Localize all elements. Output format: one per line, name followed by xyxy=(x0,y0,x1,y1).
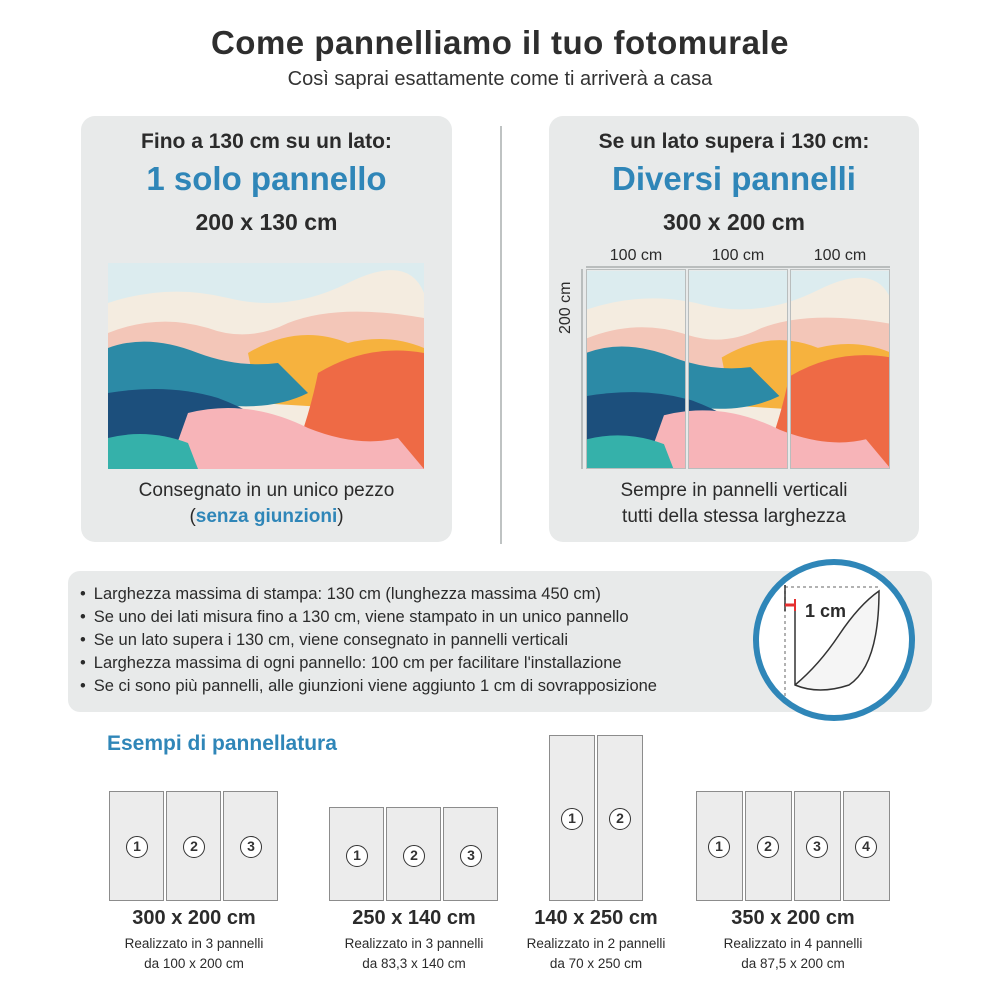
info-bullet: • Larghezza massima di ogni pannello: 100 cm per facilitare l'installazione xyxy=(80,652,657,675)
panel-number: 1 xyxy=(708,836,730,858)
cards-divider xyxy=(500,126,502,544)
example-panel xyxy=(386,807,441,901)
example-panel xyxy=(109,791,164,901)
example-panel xyxy=(166,791,221,901)
example-panel xyxy=(329,807,384,901)
single-panel-condition: Fino a 130 cm su un lato: xyxy=(141,130,392,153)
example-panel xyxy=(696,791,743,901)
example-panel xyxy=(597,735,643,901)
info-bullet: • Se un lato supera i 130 cm, viene consegnato in pannelli verticali xyxy=(80,629,657,652)
panel-number: 1 xyxy=(126,836,148,858)
info-bullet: • Se ci sono più pannelli, alle giunzioni viene aggiunto 1 cm di sovrapposizione xyxy=(80,675,657,698)
multi-panel-delivery: Sempre in pannelli verticali xyxy=(620,480,848,501)
panel-number: 3 xyxy=(240,836,262,858)
example-size: 250 x 140 cm xyxy=(352,907,476,929)
height-dimension-line xyxy=(581,269,583,469)
example-panel xyxy=(794,791,841,901)
page-subtitle: Così saprai esattamente come ti arriverà a casa xyxy=(287,68,713,90)
panel-split-preview xyxy=(586,269,890,469)
panel-number: 2 xyxy=(757,836,779,858)
multi-panel-note: tutti della stessa larghezza xyxy=(622,506,846,527)
panel-number: 2 xyxy=(403,845,425,867)
multi-panel-card xyxy=(549,116,919,542)
page-title: Come pannelliamo il tuo fotomurale xyxy=(210,24,790,61)
note-close-paren: ) xyxy=(337,506,344,527)
curled-panel-icon xyxy=(759,565,909,715)
example-desc: da 83,3 x 140 cm xyxy=(362,956,466,971)
single-panel-heading: 1 solo pannello xyxy=(146,160,387,197)
example-desc: Realizzato in 2 pannelli xyxy=(526,936,666,951)
example-size: 350 x 200 cm xyxy=(731,907,855,929)
example-panel xyxy=(443,807,498,901)
example-desc: da 70 x 250 cm xyxy=(549,956,643,971)
panel-number: 1 xyxy=(346,845,368,867)
panel-number: 2 xyxy=(609,808,631,830)
multi-panel-condition: Se un lato supera i 130 cm: xyxy=(598,130,870,153)
panel-number: 4 xyxy=(855,836,877,858)
panel-image xyxy=(790,269,890,469)
single-panel-size: 200 x 130 cm xyxy=(195,209,338,235)
panel-number: 1 xyxy=(561,808,583,830)
panel-width-label: 100 cm xyxy=(813,247,867,264)
panel-image xyxy=(586,269,686,469)
example-size: 140 x 250 cm xyxy=(534,907,658,929)
panel-number: 2 xyxy=(183,836,205,858)
example-panel xyxy=(843,791,890,901)
info-list xyxy=(80,583,657,698)
panel-image xyxy=(688,269,788,469)
example-panel xyxy=(223,791,278,901)
example-panel xyxy=(745,791,792,901)
single-panel-note xyxy=(81,506,452,528)
example-panel xyxy=(549,735,595,901)
example-desc: da 87,5 x 200 cm xyxy=(741,956,845,971)
example-desc: Realizzato in 3 pannelli xyxy=(344,936,484,951)
single-panel-card xyxy=(81,116,452,542)
info-bullet: • Se uno dei lati misura fino a 130 cm, viene stampato in un unico pannello xyxy=(80,606,657,629)
example-size: 300 x 200 cm xyxy=(132,907,256,929)
overlap-label: 1 cm xyxy=(805,601,847,621)
overlap-illustration xyxy=(753,559,915,721)
example-desc: da 100 x 200 cm xyxy=(144,956,244,971)
multi-panel-heading: Diversi pannelli xyxy=(612,160,856,197)
panel-width-label: 100 cm xyxy=(609,247,663,264)
example-desc: Realizzato in 4 pannelli xyxy=(723,936,863,951)
multi-panel-size: 300 x 200 cm xyxy=(663,209,805,235)
mural-preview-image xyxy=(108,263,424,469)
panel-height-label: 200 cm xyxy=(557,281,574,334)
panel-number: 3 xyxy=(460,845,482,867)
note-open-paren: ( xyxy=(189,506,196,527)
width-dimension-line xyxy=(586,266,890,268)
panel-width-label: 100 cm xyxy=(711,247,765,264)
panel-number: 3 xyxy=(806,836,828,858)
single-panel-delivery: Consegnato in un unico pezzo xyxy=(138,480,395,501)
no-seams-label: senza giunzioni xyxy=(195,506,338,527)
examples-heading: Esempi di pannellatura xyxy=(107,732,337,755)
info-bullet: • Larghezza massima di stampa: 130 cm (lunghezza massima 450 cm) xyxy=(80,583,657,606)
example-desc: Realizzato in 3 pannelli xyxy=(124,936,264,951)
